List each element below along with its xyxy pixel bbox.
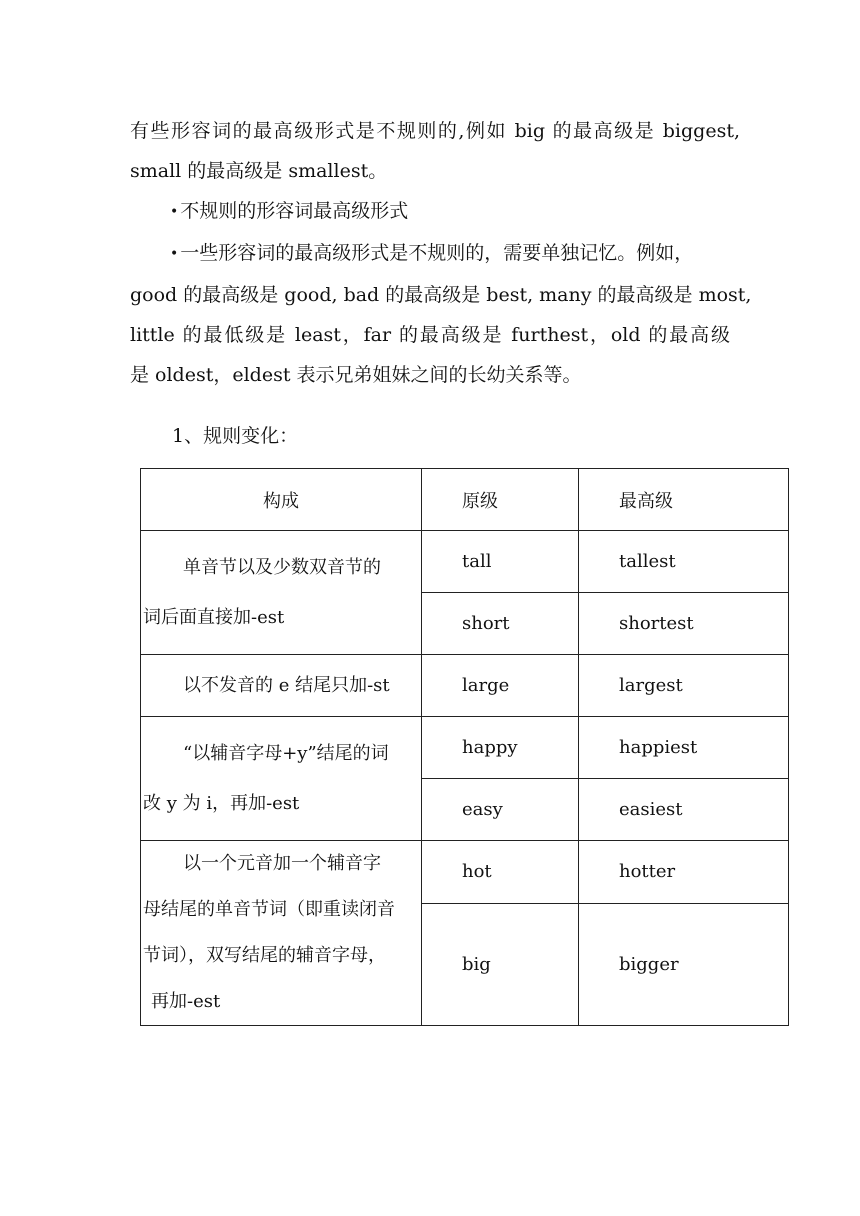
table-row	[141, 655, 789, 717]
rule-cell	[141, 531, 422, 655]
positive-cell: large	[422, 655, 579, 717]
positive-cell: short	[422, 593, 579, 655]
rule-line: 再加-est	[151, 991, 221, 1012]
rule-line: 词后面直接加-est	[143, 606, 285, 628]
superlative-rules-table	[140, 468, 789, 1026]
bullet-item: • 不规则的形容词最高级形式	[130, 191, 740, 233]
intro-line: small 的最高级是 smallest。	[130, 160, 388, 182]
superlative-cell: bigger	[579, 903, 789, 1025]
rule-line: 单音节以及少数双音节的	[183, 556, 381, 578]
superlative-cell: hotter	[579, 841, 789, 904]
rule-line: 母结尾的单音节词（即重读闭音	[143, 899, 395, 920]
rule-cell	[141, 841, 422, 1026]
bullet-continuation: good 的最高级是 good, bad 的最高级是 best, many 的最高级是 most,	[130, 284, 752, 306]
header-cell: 最高级	[579, 469, 789, 531]
section-heading: 1、规则变化：	[172, 425, 299, 447]
superlative-cell: shortest	[579, 593, 789, 655]
superlative-cell: easiest	[579, 779, 789, 841]
superlative-cell: happiest	[579, 717, 789, 779]
positive-cell: easy	[422, 779, 579, 841]
rule-line: “以辅音字母+y”结尾的词	[183, 742, 389, 764]
table-row	[141, 531, 789, 593]
bullet-list	[130, 191, 752, 395]
header-cell: 原级	[422, 469, 579, 531]
rule-line: 改 y 为 i，再加-est	[143, 792, 300, 814]
bullet-continuation: 是 oldest，eldest 表示兄弟姐妹之间的长幼关系等。	[130, 364, 582, 386]
positive-cell: tall	[422, 531, 579, 593]
bullet-item: • 一些形容词的最高级形式是不规则的，需要单独记忆。例如，	[130, 233, 740, 275]
intro-paragraph	[130, 111, 740, 191]
positive-cell: hot	[422, 841, 579, 904]
intro-line: 有些形容词的最高级形式是不规则的,例如 big 的最高级是 biggest,	[130, 120, 740, 142]
table-header-row	[141, 469, 789, 531]
rule-line: 节词），双写结尾的辅音字母，	[143, 945, 386, 966]
rule-cell	[141, 717, 422, 841]
table-row	[141, 841, 789, 904]
superlative-cell: largest	[579, 655, 789, 717]
rule-line: 以一个元音加一个辅音字	[183, 853, 381, 874]
superlative-cell: tallest	[579, 531, 789, 593]
rule-line: 以不发音的 e 结尾只加-st	[183, 674, 390, 696]
header-cell: 构成	[141, 469, 422, 531]
positive-cell: big	[422, 903, 579, 1025]
positive-cell: happy	[422, 717, 579, 779]
rule-cell	[141, 655, 422, 717]
bullet-continuation: little 的最低级是 least，far 的最高级是 furthest，old 的最高级	[130, 324, 730, 346]
table-row	[141, 717, 789, 779]
